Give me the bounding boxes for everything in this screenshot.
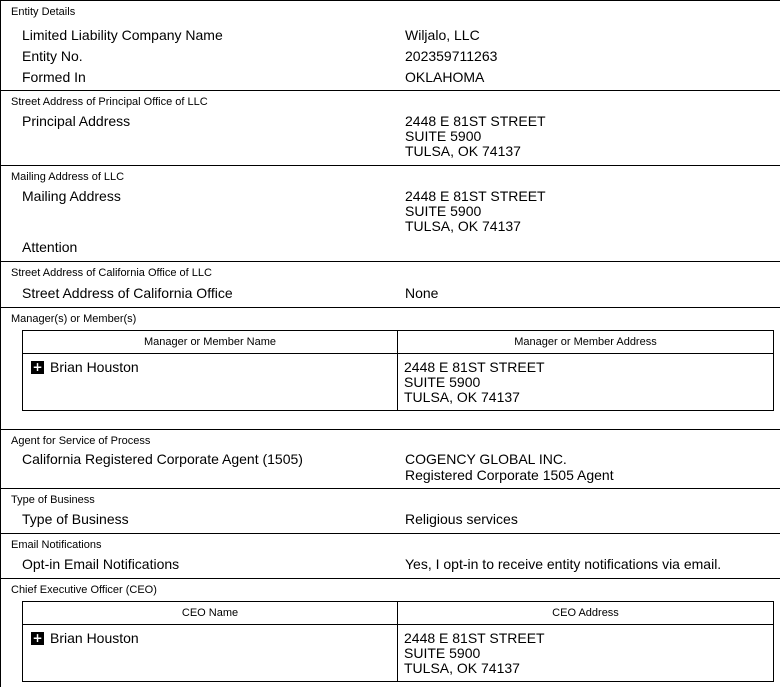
attention-label: Attention <box>22 239 78 255</box>
address-line: TULSA, OK 74137 <box>405 218 521 234</box>
agent-type: Registered Corporate 1505 Agent <box>405 467 614 483</box>
expand-plus-icon[interactable]: + <box>32 360 43 374</box>
table-row <box>23 354 774 411</box>
california-office-label: Street Address of California Office <box>22 285 233 301</box>
address-line: SUITE 5900 <box>405 203 482 219</box>
email-label: Opt-in Email Notifications <box>22 556 180 572</box>
section-title: Agent for Service of Process <box>11 435 151 447</box>
section-title: Street Address of California Office of LLC <box>11 267 212 279</box>
business-type-section <box>1 489 780 534</box>
ceo-table <box>22 601 774 682</box>
section-title: Manager(s) or Member(s) <box>11 313 137 325</box>
ceo-address-header: CEO Address <box>398 602 774 625</box>
mailing-section <box>1 166 780 262</box>
business-type-label: Type of Business <box>22 511 129 527</box>
manager-name-header: Manager or Member Name <box>23 331 398 354</box>
managers-table <box>22 330 774 411</box>
address-line: SUITE 5900 <box>405 128 482 144</box>
ceo-name-cell <box>23 625 398 682</box>
business-type-value: Religious services <box>405 511 518 527</box>
manager-address-header: Manager or Member Address <box>398 331 774 354</box>
llc-name-label: Limited Liability Company Name <box>22 27 223 43</box>
manager-name: Brian Houston <box>50 359 139 375</box>
ceo-name: Brian Houston <box>50 630 139 646</box>
table-row <box>23 625 774 682</box>
address-line: SUITE 5900 <box>404 374 481 390</box>
agent-value <box>405 452 614 483</box>
managers-section <box>1 308 780 430</box>
address-line: TULSA, OK 74137 <box>404 389 520 405</box>
agent-section <box>1 430 780 489</box>
manager-address-cell <box>398 354 774 411</box>
ceo-address-cell <box>398 625 774 682</box>
address-line: SUITE 5900 <box>404 645 481 661</box>
address-line: 2448 E 81ST STREET <box>404 359 545 375</box>
section-title: Entity Details <box>11 6 76 18</box>
address-line: TULSA, OK 74137 <box>405 143 521 159</box>
address-line: 2448 E 81ST STREET <box>405 113 546 129</box>
ceo-name-header: CEO Name <box>23 602 398 625</box>
email-section <box>1 534 780 579</box>
mailing-address-label: Mailing Address <box>22 188 121 204</box>
formed-in-label: Formed In <box>22 69 86 85</box>
section-title: Street Address of Principal Office of LLC <box>11 96 208 108</box>
entity-details-section <box>1 0 780 91</box>
email-value: Yes, I opt-in to receive entity notifications via email. <box>405 556 722 572</box>
section-title: Mailing Address of LLC <box>11 171 125 183</box>
mailing-address-value <box>405 189 546 234</box>
section-title: Type of Business <box>11 494 95 506</box>
entity-no-value: 202359711263 <box>405 48 498 64</box>
expand-plus-icon[interactable]: + <box>32 631 43 645</box>
address-line: 2448 E 81ST STREET <box>405 188 546 204</box>
section-title: Email Notifications <box>11 539 102 551</box>
california-office-section <box>1 262 780 308</box>
llc-name-value: Wiljalo, LLC <box>405 27 480 43</box>
ceo-section <box>1 579 780 687</box>
manager-name-cell <box>23 354 398 411</box>
california-office-value: None <box>405 285 439 301</box>
address-line: TULSA, OK 74137 <box>404 660 520 676</box>
formed-in-value: OKLAHOMA <box>405 69 485 85</box>
entity-no-label: Entity No. <box>22 48 83 64</box>
address-line: 2448 E 81ST STREET <box>404 630 545 646</box>
principal-address-value <box>405 114 546 159</box>
principal-address-label: Principal Address <box>22 113 131 129</box>
agent-name: COGENCY GLOBAL INC. <box>405 451 567 467</box>
section-title: Chief Executive Officer (CEO) <box>11 584 157 596</box>
principal-office-section <box>1 91 780 166</box>
agent-label: California Registered Corporate Agent (1505) <box>22 451 303 467</box>
